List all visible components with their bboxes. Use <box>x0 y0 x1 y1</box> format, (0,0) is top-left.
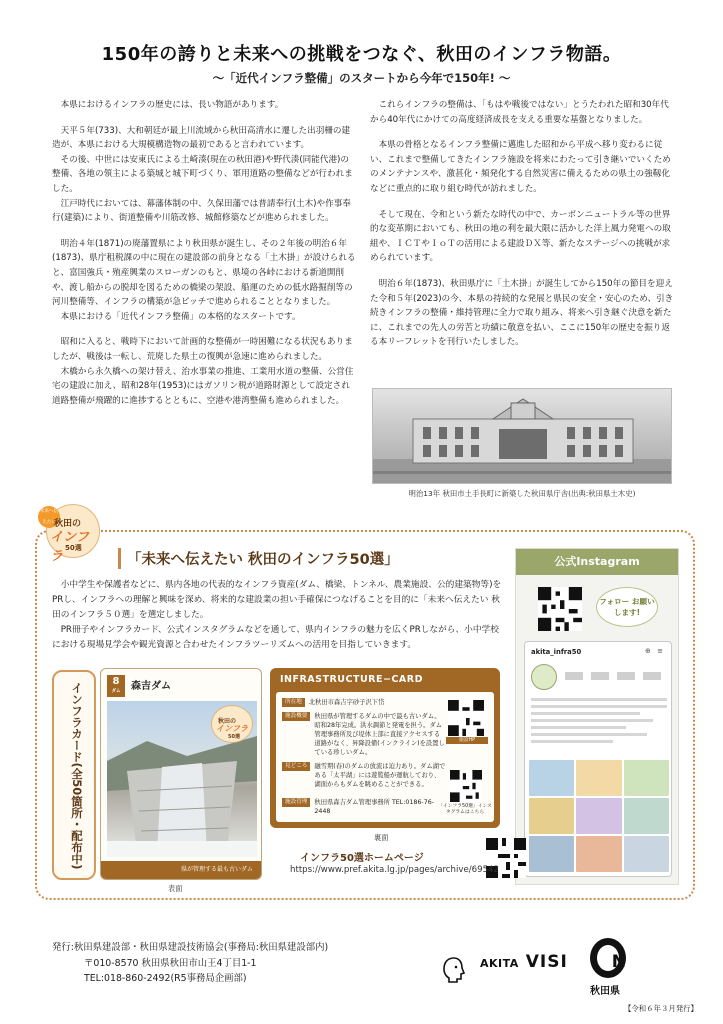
card-row-text: 融雪期(春)のダムの放流は迫力あり。ダム湖である「太平湖」には遊覧船が運航しており、湖面からもダムを眺めることができる。 <box>314 763 446 788</box>
logo-vision: VISI <box>525 952 568 972</box>
history-paragraph: 明治６年(1873)、秋田県庁に「土木掛」が誕生してから150年の節目を迎えた令和５年(2023)の今、本県の持続的な発展と県民の安全・安心のため、引き続きインフラの整備・維持管理に全力で取り組み、将来へ引き継ぐ決意を新たに、これまでの先人の労苦と功績に敬意を払い、ここに150年の歴史を振り返る本リーフレットを刊行いたしました。 <box>370 278 674 348</box>
avatar <box>531 664 557 690</box>
badge-line2: インフラ <box>50 530 90 564</box>
homepage-title: インフラ50選ホームページ <box>300 853 424 864</box>
history-left-column <box>52 98 357 408</box>
intro-paragraph: PR冊子やインフラカード、公式インスタグラムなどを通して、県内インフラの魅力を広くPRしながら、小中学校における現場見学会や観光資源と合わせたインフラツーリズムへの活用を目指していきます。 <box>52 625 499 650</box>
page-subtitle: ～「近代インフラ整備」のスタートから今年で150年! ～ <box>212 71 511 85</box>
logo-n: N <box>611 952 628 972</box>
infra50-intro <box>52 578 507 653</box>
card-logo-line3: 50選 <box>228 734 240 740</box>
facility-qr-caption: 施設HP <box>446 737 488 744</box>
infra-card-back <box>270 668 500 828</box>
intro-paragraph: 小中学生や保護者などに、県内各地の代表的なインフラ資産(ダム、橋梁、トンネル、農業施設、公的建築物等)をPRし、インフラへの理解と興味を深め、将来的な建設業の担い手確保につなげることを目的に「未来へ伝えたい 秋田のインフラ５０選」を選定しました。 <box>52 580 502 620</box>
card-row-location <box>282 698 441 707</box>
card-row-tag: 所在地 <box>282 698 305 707</box>
profile-stats <box>565 672 665 680</box>
history-paragraph: 木橋から永久橋への架け替え、治水事業の推進、工業用水道の整備、公営住宅の建設に加え、昭和28年(1953)にはガソリン税が道路財源として設定され道路整備が飛躍的に進捗するとともに、空港や港湾整備も進められました。 <box>52 366 354 406</box>
profile-bio <box>531 698 667 747</box>
card-row-tag: 施設概要 <box>282 712 310 721</box>
infra-card-label: インフラカード(全50箇所・配布中) <box>70 682 84 870</box>
infra50-title: 「未来へ伝えたい 秋田のインフラ50選」 <box>118 548 399 569</box>
history-paragraph: 江戸時代においては、幕藩体制の中、久保田藩では普請奉行(土木)や作事奉行(建築)により、街道整備や川筋改修、城館修築などが進められました。 <box>52 198 351 224</box>
more-icon: ⊕ ≡ <box>645 647 665 655</box>
history-right-column <box>370 98 675 350</box>
publisher: 発行:秋田県建設部・秋田県建設技術協会(事務局:秋田県建設部内) <box>52 942 329 953</box>
history-paragraph: 本県におけるインフラの歴史には、長い物語があります。 <box>60 100 284 110</box>
logo-prefecture: 秋田県 <box>590 986 620 997</box>
building-illustration <box>373 389 672 484</box>
badge-small-label: 未来へ伝えたい <box>38 506 60 528</box>
follow-bubble: フォロー お願いします! <box>596 587 658 627</box>
badge-line3: 50選 <box>65 544 82 552</box>
dam-photo <box>107 701 257 857</box>
card-row-tag: 施設管理 <box>282 798 310 807</box>
instagram-card-qr-code[interactable] <box>448 770 484 802</box>
instagram-qr-code[interactable] <box>538 587 582 631</box>
history-paragraph: 本県における「近代インフラ整備」の本格的なスタートです。 <box>60 311 301 322</box>
card-logo-line1: 秋田の <box>218 718 237 725</box>
badge-line1: 秋田の <box>54 519 82 529</box>
footer-publisher-info <box>52 940 328 987</box>
issue-date: 【令和６年３月発行】 <box>624 1004 698 1013</box>
infra50-badge <box>38 504 100 564</box>
akita-vision-logo <box>440 944 665 998</box>
card-back-header: INFRASTRUCTURE−CARD <box>280 674 423 685</box>
logo-o-ring <box>590 938 626 978</box>
history-paragraph: 天平５年(733)、大和朝廷が最上川流域から秋田高清水に遷した出羽柵の建造が、本県における大規模構造物の最初であると言われています。 <box>52 125 351 151</box>
card-number-badge <box>107 675 125 697</box>
facility-qr-code[interactable] <box>448 700 484 736</box>
card-back-caption: 裏面 <box>374 833 389 842</box>
card-row-text: 秋田県が管理するダムの中で最も古いダム。昭和28年完成。洪水調節と発電を担う。ダム管理事務所及び堤体上部に直接アクセスする道路がなく、昇降設備(インクライン)を設置している珍しいダム。 <box>314 713 445 756</box>
card-logo <box>211 705 253 743</box>
card-row-highlights <box>282 762 446 789</box>
instagram-profile-screenshot <box>524 641 672 877</box>
card-logo-line2: インフラ <box>216 724 248 733</box>
instagram-qr-caption: 「インフラ50選」インスタグラムはこちら <box>438 804 492 815</box>
history-paragraph: 昭和に入ると、戦時下において計画的な整備が一時困難になる状況もありましたが、戦後は一転し、荒廃した県土の復興が急速に進められました。 <box>52 337 353 362</box>
card-row-text: 北秋田市森吉字砂子沢下岱 <box>308 699 385 706</box>
card-row-overview <box>282 712 446 757</box>
page-title: 150年の誇りと未来への挑戦をつなぐ、秋田のインフラ物語。 <box>101 44 622 65</box>
postal-address: 〒010-8570 秋田県秋田市山王4丁目1-1 <box>84 957 257 969</box>
infra-card-front <box>100 668 262 880</box>
historic-prefectural-office-photo <box>372 388 672 484</box>
logo-akita: AKITA <box>480 957 519 970</box>
telephone: TEL:018-860-2492(R5事務局企画部) <box>84 973 247 984</box>
card-back-body <box>276 692 494 822</box>
card-facility-name: 森吉ダム <box>131 681 171 692</box>
card-row-management <box>282 798 446 816</box>
history-paragraph: 本県の骨格となるインフラ整備に邁進した昭和から平成へ移り変わるに従い、これまで整備してきたインフラ施設を将来にわたって引き継いでいくためのメンテナンスや、激甚化・頻発化する自然災害に備えるための県土の強靱化などに重点的に取り組む時代が訪れました。 <box>370 140 671 194</box>
card-row-tag: 見どころ <box>282 762 310 771</box>
instagram-panel <box>515 548 679 885</box>
photo-caption: 明治13年 秋田市土手長町に新築した秋田県庁舎(出典:秋田県土木史) <box>408 489 636 498</box>
card-front-caption: 表面 <box>168 884 183 893</box>
history-paragraph: その後、中世には安東氏による土崎湊(現在の秋田港)や野代湊(同能代港)の整備、各地の領主による築城と城下町づくり、軍用道路の整備などが行われました。 <box>52 154 353 194</box>
instagram-heading: 公式Instagram <box>516 549 678 575</box>
history-paragraph: そして現在、令和という新たな時代の中で、カーボンニュートラル等の世界的な変革期においても、秋田の地の利を最大限に活かした洋上風力発電への取組や、ＩＣＴやＩｏＴの活用による建設ＤＸ等、新たなステージへの挑戦が求められています。 <box>370 209 671 264</box>
post-grid <box>529 760 669 872</box>
history-paragraph: 明治４年(1871)の廃藩置県により秋田県が誕生し、その２年後の明治６年(1873)、県庁租税課の中に現在の建設部の前身となる「土木掛」が設けられると、富国強兵・殖産興業のスローガンのもと、県境の各峠における新道開削や、渡し船からの脱却を図るための橋梁の架設、船運のための低水路掘削等の河川整備等、インフラの構築が急ピッチで進められることとなりました。 <box>52 238 356 308</box>
history-paragraph: これらインフラの整備は、「もはや戦後ではない」とうたわれた昭和30年代から40年代にかけての高度経済成長を支える重要な基盤となりました。 <box>370 100 669 125</box>
card-category: ダム <box>111 689 121 694</box>
card-number: 8 <box>112 676 120 687</box>
infra-card-label-box <box>52 670 96 880</box>
head-silhouette-icon <box>442 956 466 984</box>
instagram-account-name: akita_infra50 <box>531 648 582 656</box>
card-front-tagline: 県が管理する最も古いダム <box>101 861 261 879</box>
homepage-url-link[interactable]: https://www.pref.akita.lg.jp/pages/archive/69542 <box>290 865 499 875</box>
card-row-text: 秋田県森吉ダム管理事務所 TEL:0186-76-2448 <box>314 799 434 815</box>
